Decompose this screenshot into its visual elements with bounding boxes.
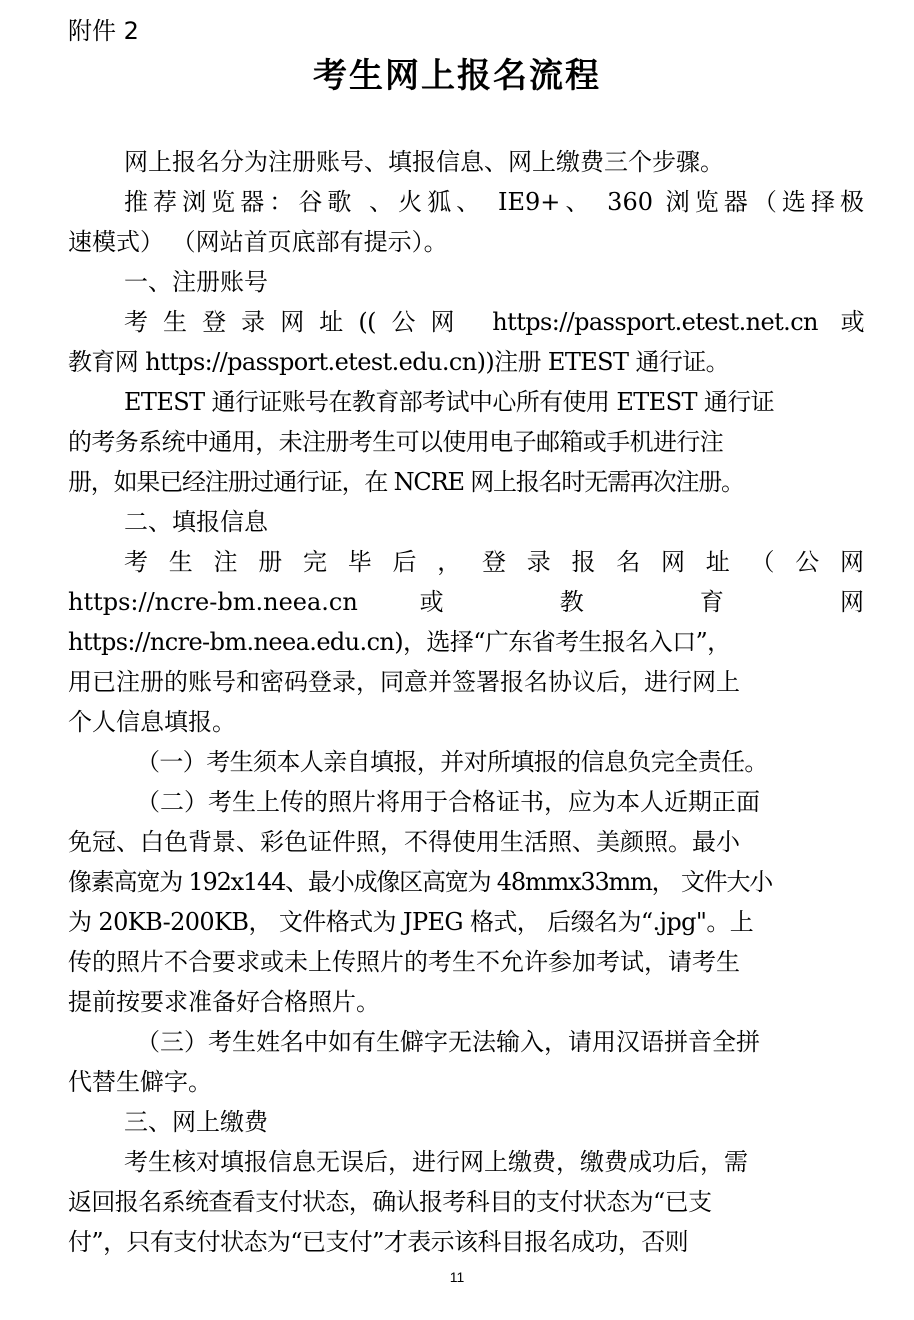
section-heading-payment: 三、网上缴费 xyxy=(124,1108,268,1136)
list-item-two: （二）考生上传的照片将用于合格证书，应为本人近期正面 xyxy=(136,788,760,816)
document-body xyxy=(68,142,864,1262)
paragraph-line-payment: 考生核对填报信息无误后，进行网上缴费，缴费成功后，需 xyxy=(124,1148,748,1176)
page-title: 考生网上报名流程 xyxy=(313,56,601,96)
section-heading-fill-info: 二、填报信息 xyxy=(124,508,268,536)
list-item-one: （一）考生须本人亲自填报，并对所填报的信息负完全责任。 xyxy=(136,748,768,776)
paragraph-line-register-url-cont: 教育网 https://passport.etest.edu.cn))注册 ETEST 通行证。 xyxy=(68,348,730,376)
paragraph-line-etest-cont-2: 册，如果已经注册过通行证，在 NCRE 网上报名时无需再次注册。 xyxy=(68,468,744,496)
paragraph-line-login-url-cont-3: 用已注册的账号和密码登录，同意并签署报名协议后，进行网上 xyxy=(68,668,740,696)
paragraph-line-intro: 网上报名分为注册账号、填报信息、网上缴费三个步骤。 xyxy=(124,148,724,176)
paragraph-line-register-url: 考生登录网址((公网 https://passport.etest.net.cn 或 xyxy=(124,308,864,336)
paragraph-line-etest: ETEST 通行证账号在教育部考试中心所有使用 ETEST 通行证 xyxy=(124,388,775,416)
list-item-three: （三）考生姓名中如有生僻字无法输入，请用汉语拼音全拼 xyxy=(136,1028,760,1056)
page-number: 11 xyxy=(449,1269,465,1285)
paragraph-line-payment-cont-2: 付”，只有支付状态为“已支付”才表示该科目报名成功，否则 xyxy=(68,1228,689,1256)
paragraph-line-browsers-cont: 速模式） （网站首页底部有提示）。 xyxy=(68,228,448,256)
paragraph-line-login-url: 考 生 注 册 完 毕 后 ， 登 录 报 名 网 址 （ 公 网 xyxy=(124,548,864,576)
list-item-two-cont-4: 传的照片不合要求或未上传照片的考生不允许参加考试，请考生 xyxy=(68,948,740,976)
section-heading-register: 一、注册账号 xyxy=(124,268,268,296)
paragraph-line-etest-cont-1: 的考务系统中通用，未注册考生可以使用电子邮箱或手机进行注 xyxy=(68,428,724,456)
attachment-label: 附件 2 xyxy=(68,17,139,45)
list-item-two-cont-3: 为 20KB-200KB， 文件格式为 JPEG 格式， 后缀名为“.jpg"。上 xyxy=(68,908,754,936)
paragraph-line-login-url-cont-4: 个人信息填报。 xyxy=(68,708,236,736)
paragraph-line-login-url-cont-1: https://ncre-bm.neea.cn 或 教 育 网 xyxy=(68,588,864,616)
list-item-two-cont-1: 免冠、白色背景、彩色证件照，不得使用生活照、美颜照。最小 xyxy=(68,828,740,856)
paragraph-line-payment-cont-1: 返回报名系统查看支付状态，确认报考科目的支付状态为“已支 xyxy=(68,1188,712,1216)
list-item-two-cont-5: 提前按要求准备好合格照片。 xyxy=(68,988,380,1016)
paragraph-line-browsers: 推荐浏览器：谷歌 、火狐、 IE9+、 360 浏览器（选择极 xyxy=(124,188,864,216)
paragraph-line-login-url-cont-2: https://ncre-bm.neea.edu.cn)，选择“广东省考生报名入口”， xyxy=(68,628,731,656)
list-item-three-cont: 代替生僻字。 xyxy=(68,1068,212,1096)
list-item-two-cont-2: 像素高宽为 192x144、最小成像区高宽为 48mmx33mm， 文件大小 xyxy=(68,868,773,896)
